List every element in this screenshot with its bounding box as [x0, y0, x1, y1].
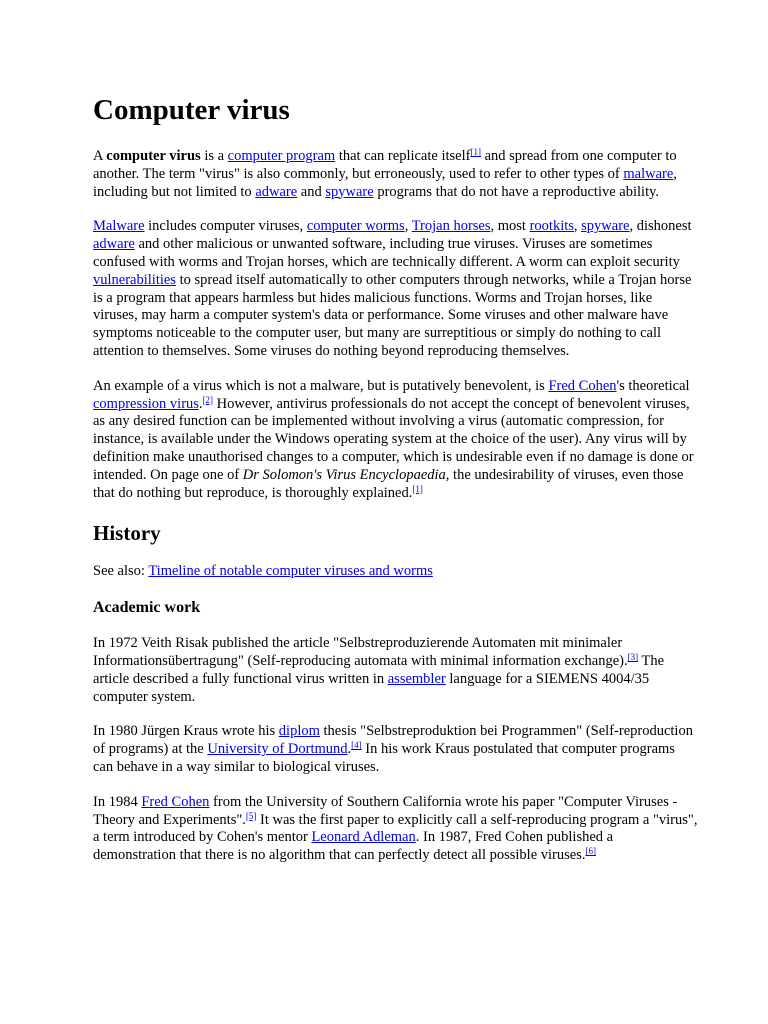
- page-title: Computer virus: [93, 94, 290, 126]
- ref-link[interactable]: [2]: [202, 394, 214, 405]
- link-university-of-dortmund[interactable]: University of Dortmund: [207, 741, 348, 758]
- ref-link[interactable]: [3]: [627, 651, 639, 662]
- link-spyware[interactable]: spyware: [581, 218, 630, 235]
- link-adware[interactable]: adware: [93, 236, 135, 253]
- cohen-paragraph: In 1984 Fred Cohen from the University of Southern California wrote his paper "Computer Viruses - Theory and Experiments".[5] It was the first paper to explicitly call a self-reproducing program a "virus", a term introduced by Cohen's mentor Leonard Adleman. In 1987, Fred Cohen published a demonstration that there is no algorithm that can perfectly detect all possible viruses.[6]: [93, 793, 698, 864]
- link-malware[interactable]: malware: [623, 165, 674, 182]
- link-computer-program[interactable]: computer program: [227, 148, 336, 164]
- ref-link[interactable]: [1]: [412, 483, 423, 494]
- bold-term: computer virus: [106, 148, 201, 164]
- link-rootkits[interactable]: rootkits: [529, 218, 574, 235]
- link-vulnerabilities[interactable]: vulnerabilities: [93, 271, 176, 288]
- link-assembler[interactable]: assembler: [387, 670, 446, 687]
- risak-paragraph: In 1972 Veith Risak published the article "Selbstreproduzierende Automaten mit minimaler Informationsübertragung" (Self-reproducing automata with minimal information exchange).[3] The article described a fully functional virus written in assembler language for a SIEMENS 4004/35 computer system.: [93, 635, 665, 705]
- benevolent-paragraph: An example of a virus which is not a malware, but is putatively benevolent, is Fred Cohen's theoretical compression virus.[2] However, antivirus professionals do not accept the concept of benevolent viruses, as any desired function can be implemented without involving a virus (automatic compression, for instance, is available under the Windows operating system at the choice of the user). Any virus will by definition make unauthorised changes to a computer, which is undesirable even if no damage is done or intended. On page one of Dr Solomon's Virus Encyclopaedia, the undesirability of viruses, even those that do nothing but reproduce, is thoroughly explained.[1]: [93, 377, 694, 501]
- ref-link[interactable]: [4]: [351, 740, 362, 751]
- link-diplom[interactable]: diplom: [278, 723, 320, 740]
- kraus-paragraph: In 1980 Jürgen Kraus wrote his diplom thesis "Selbstreproduktion bei Programmen" (Self-reproduction of programs) at the University of Dortmund.[4] In his work Kraus postulated that computer programs can behave in a way similar to biological viruses.: [93, 723, 693, 775]
- link-compression-virus[interactable]: compression virus: [93, 395, 199, 412]
- link-fred-cohen[interactable]: Fred Cohen: [141, 793, 210, 810]
- link-fred-cohen[interactable]: Fred Cohen: [548, 377, 617, 394]
- link-trojan-horses[interactable]: Trojan horses: [411, 218, 491, 235]
- link-computer-worms[interactable]: computer worms: [306, 218, 405, 235]
- link-timeline[interactable]: Timeline of notable computer viruses and worms: [148, 563, 433, 580]
- ref-link[interactable]: [5]: [245, 810, 257, 821]
- link-malware[interactable]: Malware: [93, 218, 145, 235]
- italic-title: Dr Solomon's Virus Encyclopaedia: [242, 466, 446, 483]
- ref-link[interactable]: [1]: [470, 147, 481, 157]
- see-also: See also: Timeline of notable computer viruses and worms: [93, 563, 433, 580]
- history-heading: History: [93, 521, 161, 546]
- ref-link[interactable]: [6]: [585, 846, 596, 857]
- malware-paragraph: Malware includes computer viruses, computer worms, Trojan horses, most rootkits, spyware, dishonest adware and other malicious or unwanted software, including true viruses. Viruses are sometimes confused with worms and Trojan horses, which are technically different. A worm can exploit security vulnerabilities to spread itself automatically to other computers through networks, while a Trojan horse is a program that appears harmless but hides malicious functions. Worms and Trojan horses, like viruses, may harm a computer system's data or performance. Some viruses and other malware have symptoms noticeable to the computer user, but many are surreptitious or simply do nothing to call attention to themselves. Some viruses do nothing beyond reproducing themselves.: [93, 218, 692, 359]
- link-adware[interactable]: adware: [255, 183, 298, 200]
- link-spyware[interactable]: spyware: [325, 183, 374, 200]
- academic-heading: Academic work: [93, 599, 201, 617]
- link-leonard-adleman[interactable]: Leonard Adleman: [311, 829, 416, 846]
- intro-paragraph: A computer virus is a computer program that can replicate itself[1] and spread from one computer to another. The term "virus" is also commonly, but erroneously, used to refer to other types of malware, including but not limited to adware and spyware programs that do not have a reproductive ability.: [93, 147, 677, 200]
